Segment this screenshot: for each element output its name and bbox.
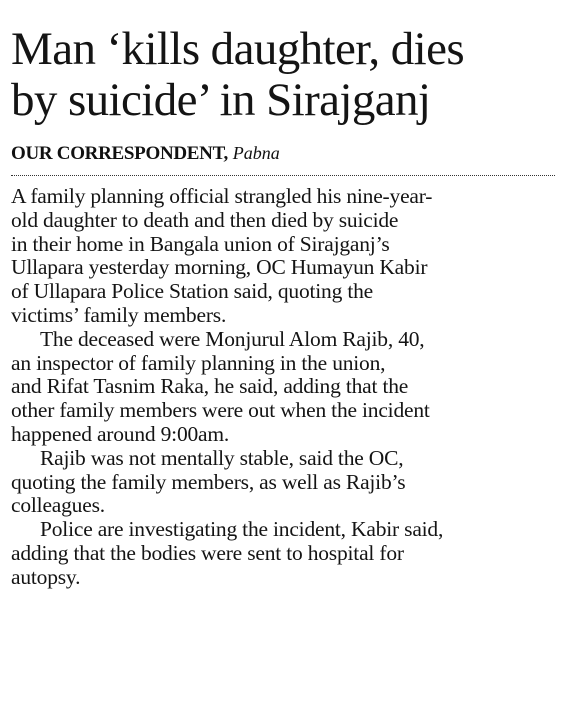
byline-location: Pabna xyxy=(232,143,280,163)
body-line: other family members were out when the incident xyxy=(11,398,430,423)
paragraph-1 xyxy=(11,185,559,328)
body-line: Ullapara yesterday morning, OC Humayun Kabir xyxy=(11,255,428,280)
body-line: A family planning official strangled his nine-year- xyxy=(11,184,433,208)
headline-line: Man ‘kills daughter, dies xyxy=(11,23,465,75)
paragraph-3 xyxy=(11,447,559,518)
body-line: an inspector of family planning in the union, xyxy=(11,350,386,375)
body-line: Police are investigating the incident, Kabir said, xyxy=(40,517,444,542)
body-line: old daughter to death and then died by suicide xyxy=(11,207,399,232)
body-line: The deceased were Monjurul Alom Rajib, 40, xyxy=(40,326,425,351)
body-line: of Ullapara Police Station said, quoting the xyxy=(11,279,374,304)
body-line: autopsy. xyxy=(11,564,81,589)
body-line: adding that the bodies were sent to hospital for xyxy=(11,540,404,565)
headline-line: by suicide’ in Sirajganj xyxy=(11,74,431,126)
paragraph-2 xyxy=(11,328,559,447)
body-line: Rajib was not mentally stable, said the OC, xyxy=(40,445,404,470)
article-body xyxy=(11,185,559,590)
body-line: in their home in Bangala union of Sirajganj’s xyxy=(11,231,390,256)
headline xyxy=(11,24,559,126)
body-line: quoting the family members, as well as Rajib’s xyxy=(11,469,406,494)
news-article xyxy=(11,24,559,590)
byline-author: OUR CORRESPONDENT, xyxy=(11,143,228,164)
body-line: and Rifat Tasnim Raka, he said, adding that the xyxy=(11,374,409,399)
body-line: happened around 9:00am. xyxy=(11,421,230,446)
body-line: colleagues. xyxy=(11,493,105,518)
dotted-divider xyxy=(11,175,555,176)
byline xyxy=(11,142,559,165)
body-line: victims’ family members. xyxy=(11,302,227,327)
paragraph-4 xyxy=(11,518,559,589)
